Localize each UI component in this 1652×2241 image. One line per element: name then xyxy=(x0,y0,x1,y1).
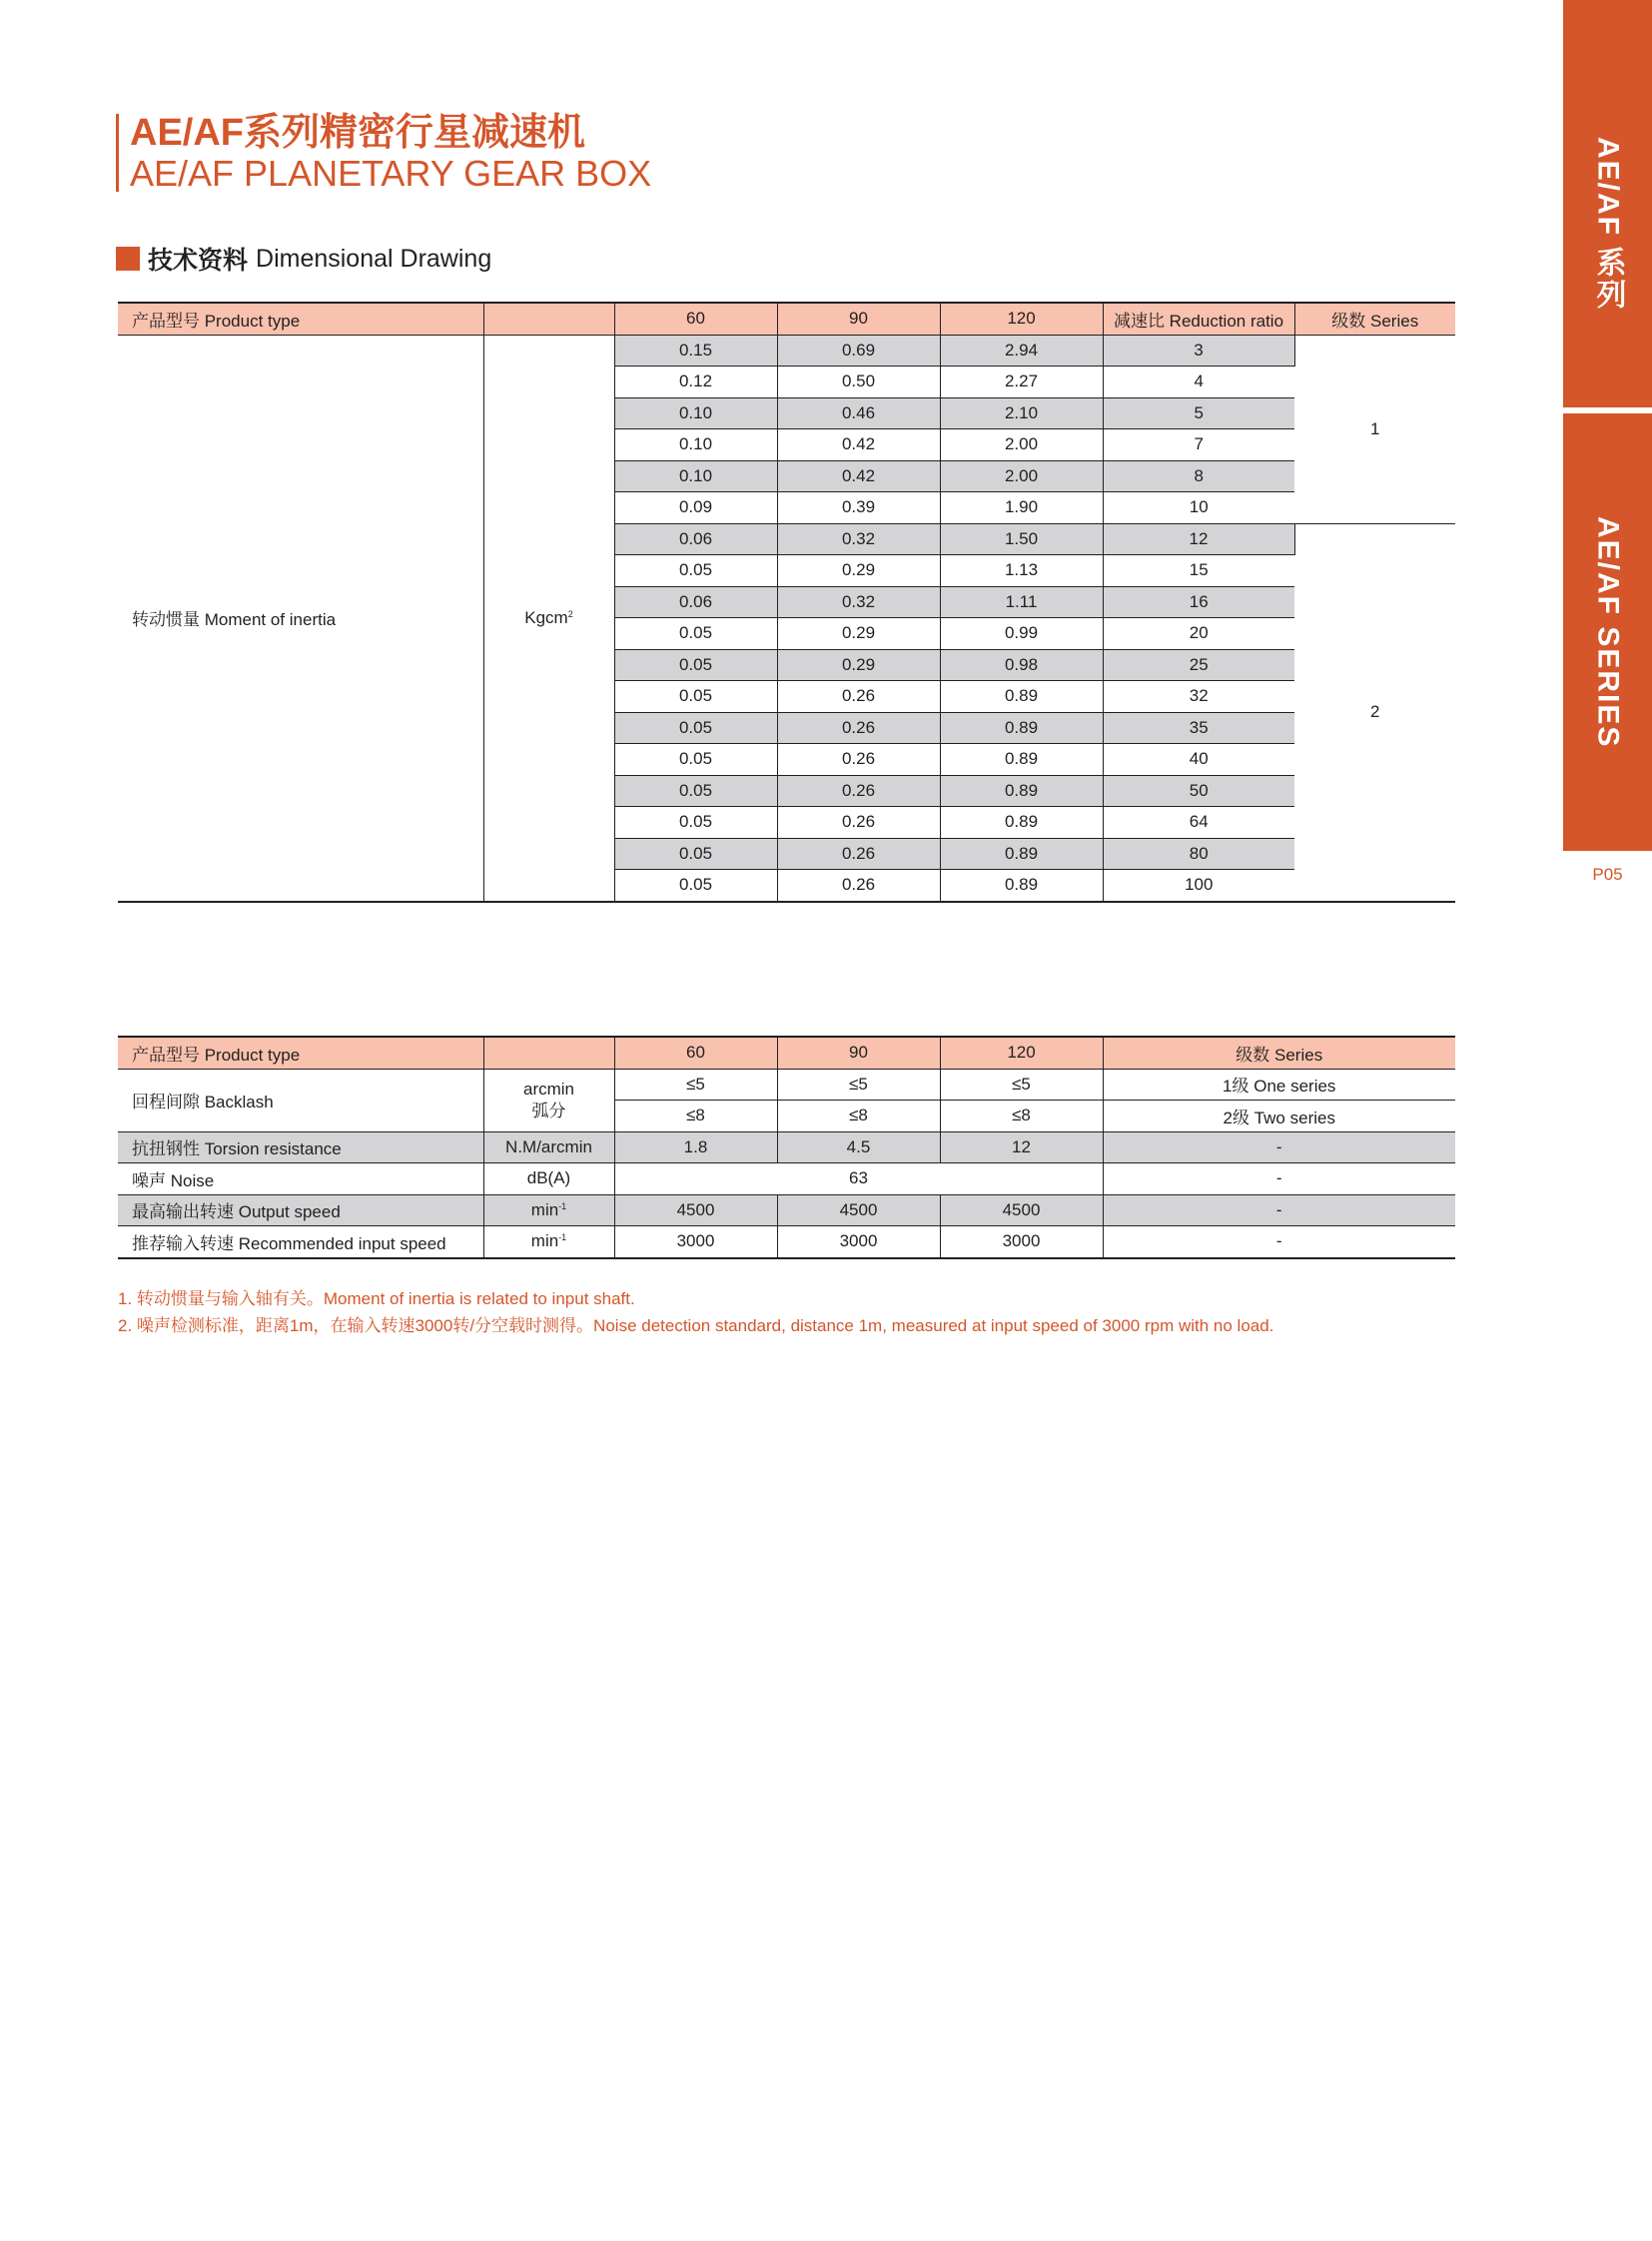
header-series: 级数 Series xyxy=(1294,303,1455,335)
cell-120: 0.89 xyxy=(940,870,1103,902)
header-col-90: 90 xyxy=(777,303,940,335)
table-row-input-speed xyxy=(118,1226,1455,1258)
cell-120: 2.00 xyxy=(940,460,1103,492)
table-header-row xyxy=(118,303,1455,335)
cell-60: 0.10 xyxy=(614,460,777,492)
cell-120: 0.89 xyxy=(940,807,1103,839)
inertia-table xyxy=(118,302,1455,903)
cell-120: 0.89 xyxy=(940,681,1103,713)
table-header-row xyxy=(118,1037,1455,1069)
cell-90: 0.26 xyxy=(777,681,940,713)
cell-120: 1.50 xyxy=(940,523,1103,555)
unit-noise: dB(A) xyxy=(483,1163,614,1195)
cell-120: 0.89 xyxy=(940,744,1103,776)
cell-90: 0.69 xyxy=(777,335,940,367)
cell-90: 0.26 xyxy=(777,838,940,870)
section-heading xyxy=(116,244,491,274)
cell-ratio: 5 xyxy=(1103,397,1294,429)
cell-60: 0.05 xyxy=(614,870,777,902)
cell-series-2: 2 xyxy=(1294,523,1455,902)
cell-60: 0.05 xyxy=(614,838,777,870)
table-row-noise xyxy=(118,1163,1455,1195)
row-label-inertia: 转动惯量 Moment of inertia xyxy=(118,335,483,902)
cell-120: 3000 xyxy=(940,1226,1103,1258)
cell-ratio: 100 xyxy=(1103,870,1294,902)
side-tab-series-en xyxy=(1563,413,1652,851)
cell-series: 1级 One series xyxy=(1103,1069,1455,1101)
cell-ratio: 8 xyxy=(1103,460,1294,492)
cell-ratio: 7 xyxy=(1103,429,1294,461)
cell-90: 0.42 xyxy=(777,460,940,492)
cell-60: 4500 xyxy=(614,1194,777,1226)
row-label-input-speed: 推荐输入转速 Recommended input speed xyxy=(118,1226,483,1258)
cell-60: 0.10 xyxy=(614,397,777,429)
side-tab-label: AE/AF 系列 xyxy=(1591,136,1625,312)
cell-90: 0.50 xyxy=(777,367,940,398)
section-title-cn: 技术资料 xyxy=(148,247,249,275)
cell-90: 0.32 xyxy=(777,586,940,618)
cell-90: 4500 xyxy=(777,1194,940,1226)
cell-120: 12 xyxy=(940,1131,1103,1163)
cell-60: 0.05 xyxy=(614,775,777,807)
table-row-backlash-1 xyxy=(118,1069,1455,1101)
cell-60: 0.06 xyxy=(614,523,777,555)
cell-120: 0.89 xyxy=(940,775,1103,807)
cell-120: 0.89 xyxy=(940,838,1103,870)
page-title-cn: AE/AF系列精密行星减速机 xyxy=(130,112,586,154)
cell-120: ≤8 xyxy=(940,1101,1103,1132)
footnotes xyxy=(118,1285,1273,1339)
cell-ratio: 80 xyxy=(1103,838,1294,870)
cell-90: 0.26 xyxy=(777,807,940,839)
cell-120: 2.00 xyxy=(940,429,1103,461)
section-square-icon xyxy=(116,247,140,271)
cell-series: 2级 Two series xyxy=(1103,1101,1455,1132)
row-label-noise: 噪声 Noise xyxy=(118,1163,483,1195)
section-title-en: Dimensional Drawing xyxy=(256,244,492,273)
unit-input-speed xyxy=(483,1226,614,1258)
unit-superscript: 2 xyxy=(567,608,573,619)
cell-90: 0.32 xyxy=(777,523,940,555)
cell-90: 4.5 xyxy=(777,1131,940,1163)
unit-inertia xyxy=(483,335,614,902)
cell-60: ≤5 xyxy=(614,1069,777,1101)
cell-series: - xyxy=(1103,1131,1455,1163)
cell-noise-value: 63 xyxy=(614,1163,1103,1195)
cell-60: 0.05 xyxy=(614,807,777,839)
cell-90: 0.29 xyxy=(777,555,940,587)
cell-ratio: 15 xyxy=(1103,555,1294,587)
cell-60: 0.09 xyxy=(614,492,777,524)
cell-90: 0.42 xyxy=(777,429,940,461)
table-row xyxy=(118,335,1455,367)
cell-60: 0.15 xyxy=(614,335,777,367)
header-col-120: 120 xyxy=(940,1037,1103,1069)
header-col-90: 90 xyxy=(777,1037,940,1069)
cell-90: 0.46 xyxy=(777,397,940,429)
cell-series: - xyxy=(1103,1194,1455,1226)
cell-120: 1.13 xyxy=(940,555,1103,587)
header-unit-blank xyxy=(483,303,614,335)
cell-ratio: 25 xyxy=(1103,649,1294,681)
footnote-2: 2. 噪声检测标准，距离1m，在输入转速3000转/分空载时测得。Noise detection standard, distance 1m, measured at input speed of 3000 rpm with no load. xyxy=(118,1316,1274,1335)
cell-series-1: 1 xyxy=(1294,335,1455,523)
cell-60: 0.12 xyxy=(614,367,777,398)
cell-60: 0.05 xyxy=(614,681,777,713)
unit-text: Kgcm xyxy=(524,607,568,627)
unit-backlash xyxy=(483,1069,614,1131)
cell-ratio: 20 xyxy=(1103,618,1294,650)
cell-series: - xyxy=(1103,1163,1455,1195)
header-product-type: 产品型号 Product type xyxy=(118,303,483,335)
cell-120: 2.10 xyxy=(940,397,1103,429)
cell-ratio: 50 xyxy=(1103,775,1294,807)
header-col-60: 60 xyxy=(614,1037,777,1069)
cell-90: ≤5 xyxy=(777,1069,940,1101)
cell-ratio: 32 xyxy=(1103,681,1294,713)
cell-ratio: 3 xyxy=(1103,335,1294,367)
cell-ratio: 64 xyxy=(1103,807,1294,839)
cell-90: 0.39 xyxy=(777,492,940,524)
unit-arcmin-cn: 弧分 xyxy=(531,1101,566,1120)
cell-90: 0.26 xyxy=(777,744,940,776)
side-tab-series-cn xyxy=(1563,0,1652,407)
side-tab-label: AE/AF SERIES xyxy=(1591,515,1625,749)
cell-60: 0.05 xyxy=(614,712,777,744)
cell-60: 0.10 xyxy=(614,429,777,461)
page-title-en: AE/AF PLANETARY GEAR BOX xyxy=(130,153,652,194)
unit-superscript: -1 xyxy=(558,1232,567,1243)
cell-120: 0.98 xyxy=(940,649,1103,681)
header-product-type: 产品型号 Product type xyxy=(118,1037,483,1069)
cell-ratio: 12 xyxy=(1103,523,1294,555)
footnote-1: 1. 转动惯量与输入轴有关。Moment of inertia is related to input shaft. xyxy=(118,1289,635,1308)
cell-120: 2.94 xyxy=(940,335,1103,367)
cell-90: 0.29 xyxy=(777,649,940,681)
cell-90: ≤8 xyxy=(777,1101,940,1132)
unit-torsion: N.M/arcmin xyxy=(483,1131,614,1163)
page-number: P05 xyxy=(1592,865,1623,884)
header-unit-blank xyxy=(483,1037,614,1069)
table-row-torsion xyxy=(118,1131,1455,1163)
cell-120: 1.90 xyxy=(940,492,1103,524)
cell-ratio: 4 xyxy=(1103,367,1294,398)
spec-table xyxy=(118,1036,1455,1259)
cell-90: 0.26 xyxy=(777,870,940,902)
cell-90: 0.26 xyxy=(777,775,940,807)
cell-ratio: 16 xyxy=(1103,586,1294,618)
cell-ratio: 10 xyxy=(1103,492,1294,524)
header-col-60: 60 xyxy=(614,303,777,335)
row-label-output-speed: 最高输出转速 Output speed xyxy=(118,1194,483,1226)
unit-output-speed xyxy=(483,1194,614,1226)
row-label-torsion: 抗扭钢性 Torsion resistance xyxy=(118,1131,483,1163)
unit-text: min xyxy=(530,1199,559,1219)
header-reduction-ratio: 减速比 Reduction ratio xyxy=(1103,303,1294,335)
cell-60: 0.05 xyxy=(614,649,777,681)
cell-60: 3000 xyxy=(614,1226,777,1258)
cell-ratio: 40 xyxy=(1103,744,1294,776)
cell-90: 3000 xyxy=(777,1226,940,1258)
cell-120: 0.89 xyxy=(940,712,1103,744)
cell-120: 2.27 xyxy=(940,367,1103,398)
cell-90: 0.26 xyxy=(777,712,940,744)
unit-text: min xyxy=(530,1231,559,1251)
cell-90: 0.29 xyxy=(777,618,940,650)
cell-60: ≤8 xyxy=(614,1101,777,1132)
cell-120: 1.11 xyxy=(940,586,1103,618)
cell-60: 1.8 xyxy=(614,1131,777,1163)
cell-60: 0.06 xyxy=(614,586,777,618)
header-series: 级数 Series xyxy=(1103,1037,1455,1069)
cell-120: 4500 xyxy=(940,1194,1103,1226)
unit-superscript: -1 xyxy=(558,1200,567,1211)
header-col-120: 120 xyxy=(940,303,1103,335)
unit-arcmin: arcmin xyxy=(522,1079,574,1099)
cell-120: 0.99 xyxy=(940,618,1103,650)
cell-60: 0.05 xyxy=(614,618,777,650)
row-label-backlash: 回程间隙 Backlash xyxy=(118,1069,483,1131)
cell-60: 0.05 xyxy=(614,744,777,776)
cell-series: - xyxy=(1103,1226,1455,1258)
table-row-output-speed xyxy=(118,1194,1455,1226)
title-accent-bar xyxy=(116,114,119,192)
cell-120: ≤5 xyxy=(940,1069,1103,1101)
cell-60: 0.05 xyxy=(614,555,777,587)
cell-ratio: 35 xyxy=(1103,712,1294,744)
